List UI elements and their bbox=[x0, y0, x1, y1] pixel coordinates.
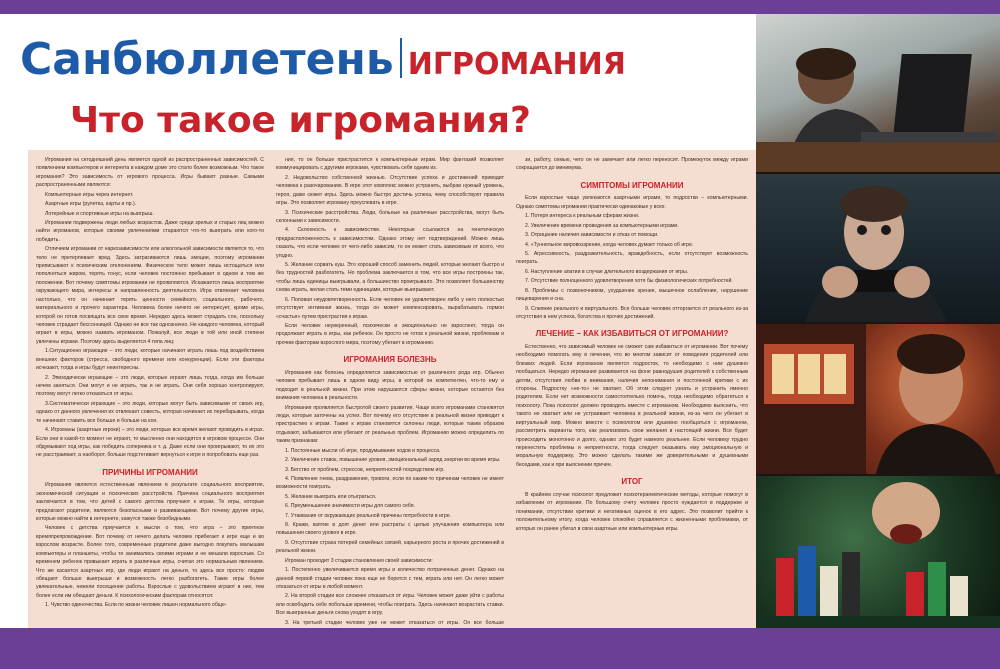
list-item: 5. Агрессивность, раздражительность, враждебность, если отсутствует возможность поиграть. bbox=[516, 250, 748, 266]
list-item: 6. Наступление апатии в случае длительного воздержания от игры. bbox=[525, 268, 689, 275]
article-column-3 bbox=[516, 156, 748, 626]
section-heading-disease: ИГРОМАНИЯ БОЛЕЗНЬ bbox=[343, 355, 437, 365]
paragraph: 4. Игроманы (азартные игроки) – это люди, которые все время желают проводить в играх. Если они в какой-то момент не играют, то мысленно они находятся в игровом процессе. Они обдумывают ход игры, как победить соперника и т. д. Даже если они проигрывают, то их это не расстраивает, а наоборот, больше подстегивает вернуться к игре и попробовать еще раз. bbox=[36, 427, 264, 459]
paragraph: 1.Ситуационно играющие – это люди, которые начинают играть лишь под воздействием внешних факторов (стресса, свободного времени или конкуренции). Если эти факторы исчезают, тогда и игры будут неинтересны. bbox=[36, 348, 264, 372]
list-item: 2. Увеличение времени проведения за компьютерными играми. bbox=[525, 222, 679, 229]
paragraph: Игромания проявляется быстротой своего развития. Чаще всего игроманами становятся люди, которые заточены на успех. Вот почему его отсутствие в реальной жизни приводит к пристрастию к играм. Также к играм становятся склонны люди, которые таким образом отдыхают, забываются или убегают от реальных проблем. Игроманию можно определить по таким признакам: bbox=[276, 404, 504, 445]
list-item: 3. Бегство от проблем, стрессов, неприятностей посредством игр. bbox=[285, 466, 445, 473]
paragraph: В крайнем случае психолог предложит психотерапевтические методы, которые помогут в избавлении от игромании. По большому счету человек просто нуждается в поддержке и понимании, отсутствии критики и негативных оценок в его адрес. Это позволит прийти к положительному итогу, когда человек спокойно справляется с жизненными проблемами, от которых он ранее убегал в свои азартные или компьютерные игры. bbox=[516, 491, 748, 532]
bulletin-title: Санбюллетень bbox=[20, 34, 394, 85]
headline bbox=[20, 34, 626, 104]
paragraph: ния, то он больше пристрастится к компьютерным играм. Мир фантазий позволяет коммуницировать с другими игроками, чувствовать себя одним из. bbox=[276, 157, 504, 172]
paragraph: Если взрослые чаще увлекаются азартными играми, то подростки – компьютерными. Однако симптомы игромании практически одинаковые у всех: bbox=[516, 195, 748, 210]
list-item: 3. На третьей стадии человек уже не может отказаться от игры. Он все больше bbox=[285, 619, 504, 626]
list-item: 9. Слияние реального и виртуального. Все больше человек отторгается от реального из-за отсутствия в нем успеха, богатства и прочих достижений. bbox=[516, 305, 748, 320]
list-item: 1. Постоянные мысли об игре, продумывание ходов и процесса. bbox=[285, 447, 441, 454]
section-heading-causes: ПРИЧИНЫ ИГРОМАНИИ bbox=[102, 467, 198, 477]
list-item: 5. Желание выиграть или отыграться. bbox=[285, 493, 377, 500]
photo-slot-machine-player bbox=[756, 324, 1000, 474]
section-heading-treatment: ЛЕЧЕНИЕ – КАК ИЗБАВИТЬСЯ ОТ ИГРОМАНИИ? bbox=[535, 329, 729, 339]
article-column-2 bbox=[276, 156, 504, 626]
photo-strip bbox=[756, 14, 1000, 628]
list-item: 2. Увеличение ставок, повышение уровня, эмоциональный заряд энергии во время игры. bbox=[285, 457, 501, 464]
paragraph: Игромании подвержены люди любых возрастов. Даже среди зрелых и старых лиц можно найти игроманов, которые своими увлечениями стараются что-то выиграть или кого-то победить. bbox=[36, 219, 264, 243]
list-item: 7. Утаивание от окружающих реальной причины потребности в игре. bbox=[285, 512, 452, 519]
paragraph: Если человек неуверенный, психически и эмоционально не взрослеет, тогда он продолжает играть в игры, как ребенок. Он просто не готов к реальной жизни, проблемам и прочим факторам взрослого мира, поэтому убегает в игроманию. bbox=[276, 323, 504, 346]
list-item: 8. Кражи, взятие в долг денег или растраты с целью улучшения компьютера или повышения своего уровня в игре. bbox=[276, 522, 504, 537]
list-item: 9. Отсутствие страха потерей семейных связей, карьерного роста и прочих достижений в реальной жизни. bbox=[276, 539, 504, 555]
list-item: 6. Преуменьшение значимости игры для самого себя. bbox=[285, 503, 415, 510]
list-item: 7. Отсутствие полноценного удовлетворения хотя бы физиологических потребностей. bbox=[525, 278, 733, 285]
paragraph: Игромания на сегодняшний день является одной из распространенных зависимостей. С появлением компьютеров и интернета в каждом доме это стало более возможным. Что такое игромания? Это зависимость от игрового процесса. Игры бывают разные. Самыми распространенными являются: bbox=[36, 157, 264, 189]
paragraph: Игромания как болезнь определяется зависимостью от различного рода игр. Обычно человек пребывает лишь в одном виду игры, в которой он компетентен, что-то ему и подходит в реальной жизни. При этом нарушаются сферы жизни, которые остаются без внимания человека в реальности. bbox=[276, 369, 504, 402]
article-panel bbox=[28, 150, 756, 628]
list-item: Лотерейные и спортивные игры на выигрыш. bbox=[45, 210, 154, 217]
paragraph: Человек с детства приучается к мысли о том, что игра – это приятное времяпрепровождение. Вот почему от нечего делать человек прибегает к игре еще и во взрослом возрасте. Более того, современные родители даже выгодно покупать малышам компьютеры и планшеты, чтобы те занимались своими играми и не мешали взрослым. Со временем ребенок привыкает играть в различные игры, считая это нормальным явлением. Что же касается азартных игр, где люди играют на деньги, то здесь все просто: людям обещают больше выигрыши и возможность легко разбогатеть. Такие игры более увлекательные, нежели посещение работы. Взрослые с удовольствием играют в них, тем более если им обещают деньги. К психологическим факторам относятся: bbox=[36, 525, 264, 599]
section-heading-summary: ИТОГ bbox=[621, 477, 643, 487]
paragraph: 3. Психические расстройства. Люди, больные на различные расстройства, могут быть склонными к зависимости. bbox=[276, 209, 504, 224]
photo-teen-laptop bbox=[756, 14, 1000, 172]
list-item: 2. На второй стадии все сложнее отказаться от игры. Человек может даже уйти с работы или освободить себе побольше времени, чтобы поиграть. Здесь начинают возрастать ставки. Все выигранные деньги снова уходят в игру. bbox=[276, 593, 504, 617]
list-item: Азартные игры (рулетка, карты и пр.). bbox=[45, 201, 137, 208]
list-item: 1. Потеря интереса к реальным сферам жизни. bbox=[525, 213, 640, 220]
paragraph: 5. Желание сорвать куш. Это хороший способ заменить людей, которые желают быстро и без трудностей разбогатеть. Но проблема заключается в том, что все игры построены так, чтобы лишь единицы выигрывали, а большинство проигрывало. Это позволяет большинству снова играть, желая стать теми единицами, которые выигрывают. bbox=[276, 262, 504, 294]
paragraph: 4. Склонность к зависимостям. Некоторые ссылаются на генетическую предрасположенность к зависимостям. Однако этому нет подтверждений. Можно лишь сказать, что если человек от чего-либо зависим, то он может стать зависимым от всего, что угодно. bbox=[276, 227, 504, 259]
paragraph: Игромания является естественным явлением в результате социального восприятия, экономической ситуации и психических расстройств. Причина социального восприятия заключается в том, что детей с самого детства приучают к играм. Те игры, которые предлагают родители, являются безопасными и развивающими. Вот почему другие игры, которые можно найти в интернете, кажутся также безобидными. bbox=[36, 482, 264, 523]
paragraph: 2. Эпизодически играющие – это люди, которые играют лишь тогда, когда им больше нечем заняться. Они могут и не играть, так и не играть. Они себя хорошо контролируют, поэтому могут легко отказаться от игры. bbox=[36, 374, 264, 398]
top-purple-band bbox=[0, 0, 1000, 14]
section-title: ИГРОМАНИЯ bbox=[407, 47, 626, 82]
page-subtitle: Что такое игромания? bbox=[70, 100, 531, 141]
photo-gamer-gamepad bbox=[756, 174, 1000, 322]
paragraph: 2. Недовольство собственной жизнью. Отсутствие успеха и достижений приводит человека к разочарованию. В игре этот комплекс можно устранить, выбрав нужный уровень, героя, даже сюжет игры. Здесь можно быстро достичь успеха, чему способствуют правила игры. Это позволяет игроману преуспевать в игре. bbox=[276, 174, 504, 207]
paragraph: 6. Поповая неудовлетворенность. Если человек не удовлетворен либо у него полностью отсутствует интимная жизнь, тогда он может компенсировать, вырабатывать гормон «счастья» путем пристрастия к играм. bbox=[276, 296, 504, 320]
list-item: 3. Отрицание наличия зависимости и отказ от помощи. bbox=[525, 232, 659, 239]
article-column-1 bbox=[36, 156, 264, 626]
list-item: 1. Постепенно увеличивается время игры и количество потраченных денег. Однако на данной первой стадии человек пока еще не борется с тем, играть или нет. Он легко может отказаться от игры в любой момент. bbox=[276, 567, 504, 590]
paragraph: 1. Чувство одиночества. Если по жизни человек лишен нормального обще- bbox=[45, 602, 227, 609]
list-item: 4. «Туннельное мировоззрение, когда человек думает только об игре. bbox=[525, 241, 694, 248]
paragraph: Отличием игромании от наркозависимости или алкогольной зависимости является то, что тело не претерпевает вред. Здесь затрагиваются лишь эмоции, поэтому игромании приписывают к психическим отклонениям. Физическое тело может лишь истощаться или пополняться жиром, терять тонус, если человек постоянно пребывает в одном и том же положении. Вот почему симптомы игромании не проявляются. Искажается лишь восприятие окружающего мира, интересы и направленность деятельности. Игра отвлекает человека настолько, что он начинает терять ценности семейного, социального, рабочего, материального и прочего характера. Человека более ничего не интересует, кроме игры, которой он готов посвящать все свое время. Нередко здесь может страдать сон, поскольку человек страдает бессонницей. Однако не все так однозначно. Не каждого человека, который играет в игры, можно назвать игроманом. Пожалуй, все люди в той или иной степени увлечены играми. Поэтому здесь выделяется 4 типа лиц: bbox=[36, 246, 264, 345]
paragraph: Естественно, что зависимый человек не сможет сам избавиться от игромании. Вот почему необходимо помогать ему в лечении, что во многом зависит от поведения родителей или близких людей. Если игроманом является подросток, то необходимо с ним душевно пообщаться. Нередко игромания развивается на фоне равнодушия родителей к собственным детям, отсутствия любви и внимания, наличия непонимания и постоянной критики с их стороны. Подростку «не-то» не хватает. Об этом следует узнать и устранить именно родителем. Если нет возможности самостоятельно помочь, тогда необходимо обратиться к психологу. Пока психолог должен проводить вместе с игроманом. Необходимо выяснить, что такого не хватает или не устраивает человека в реальной жизни, из-за чего он убегает в виртуальный мир. Можно вместе с психологом или душевно пообщаться с игроманом, рассмотреть варианты того, как реализовать свои желания в настоящей жизни. Все будет происходить монотонно и долго, однако это будет намного реальнее. Если человеку трудно перенестить проблемы и неприятности, тогда следует оказывать ему эмоциональную и моральную поддержку. Это можно сделать такими же доверительными и душевными беседами, как и при выяснении причин. bbox=[516, 343, 748, 468]
paragraph: зи, работу, семью, чего он не замечает или легко переносит. Промежуток между играми сокращается до минимума. bbox=[516, 157, 748, 172]
list-item: 8. Проблемы с позвоночником, ухудшение зрения, мышечное ослабление, нарушение пищеварения и сна. bbox=[516, 287, 748, 303]
list-item: 4. Появление гнева, раздражения, тревоги, если по каким-то причинам человек не имеет возможности поиграть. bbox=[276, 475, 504, 491]
bottom-purple-band bbox=[0, 628, 1000, 669]
photo-casino-chips-gambler bbox=[756, 476, 1000, 628]
paragraph: 3.Систематически играющие – это люди, которые могут быть зависимыми от своих игр, однако от данного увлечения их отвлекает совесть, которая начинает их перебарывать, когда те начинают ставить все больше и больше на кон. bbox=[36, 400, 264, 424]
section-heading-symptoms: СИМПТОМЫ ИГРОМАНИИ bbox=[580, 180, 684, 190]
paragraph: Игроман проходит 3 стадии становления своей зависимости: bbox=[285, 557, 433, 564]
title-separator bbox=[400, 38, 402, 78]
list-item: Компьютерные игры через интернет. bbox=[45, 191, 134, 198]
